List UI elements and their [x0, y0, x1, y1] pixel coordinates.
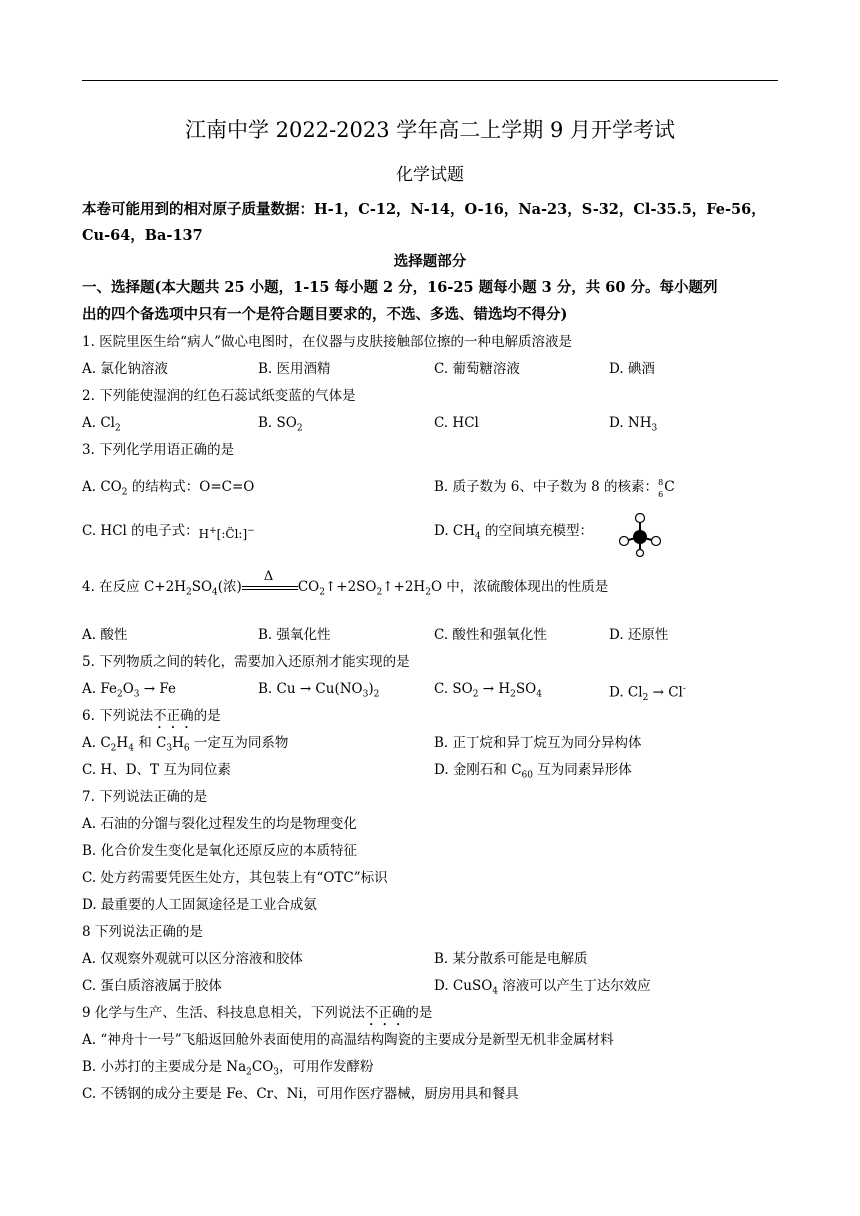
question-1-stem: 1. 医院里医生给“病人”做心电图时，在仪器与皮肤接触部位擦的一种电解质溶液是 [82, 334, 572, 350]
option-b: B. 正丁烷和异丁烷互为同分异构体 [434, 735, 642, 751]
option-a: A. $C_2H_4$ 和 $C_3H_6$ 一定互为同系物 [82, 735, 289, 754]
header-rule [82, 80, 778, 81]
option-b: B. $SO_2$ [258, 415, 303, 434]
option-a: A. $Cl_2$ [82, 415, 121, 434]
option-d: D. 金刚石和 $C_{60}$ 互为同素异形体 [434, 762, 632, 781]
atomic-masses-line1: 本卷可能用到的相对原子质量数据：H-1，C-12，N-14，O-16，Na-23，S-32，Cl-35.5，Fe-56， [82, 201, 766, 218]
option-a: A. $Fe_2O_3 \to Fe$ [82, 681, 177, 700]
option-c: C. H、D、T 互为同位素 [82, 762, 231, 778]
option-d: D. CuSO$_4$ 溶液可以产生丁达尔效应 [434, 978, 651, 997]
option-b: B. 医用酒精 [258, 361, 331, 377]
question-9-option-b: B. 小苏打的主要成分是 $Na_2CO_3$，可用作发酵粉 [82, 1059, 374, 1078]
option-b: B. 某分散系可能是电解质 [434, 951, 588, 967]
option-c: C. $SO_2 \to H_2SO_4$ [434, 681, 542, 700]
question-3-stem: 3. 下列化学用语正确的是 [82, 442, 235, 458]
atomic-masses-line2: Cu-64，Ba-137 [82, 227, 203, 244]
option-a: A. $CO_2$ 的结构式：O=C=O [82, 479, 255, 498]
question-9-stem: 9 化学与生产、生活、科技息息相关，下列说法不正确的是 [82, 1005, 433, 1021]
question-7-option-a: A. 石油的分馏与裂化过程发生的均是物理变化 [82, 816, 357, 832]
methane-model-icon [616, 513, 664, 557]
question-9-option-a: A. “神舟十一号”飞船返回舱外表面使用的高温结构陶瓷的主要成分是新型无机非金属材料 [82, 1032, 614, 1048]
option-a: A. 氯化钠溶液 [82, 361, 168, 377]
question-7-option-b: B. 化合价发生变化是氧化还原反应的本质特征 [82, 843, 358, 859]
question-9-option-c: C. 不锈钢的成分主要是 Fe、Cr、Ni，可用作医疗器械，厨房用具和餐具 [82, 1086, 519, 1102]
question-2-stem: 2. 下列能使湿润的红色石蕊试纸变蓝的气体是 [82, 388, 356, 404]
question-8-stem: 8 下列说法正确的是 [82, 924, 203, 940]
question-7-stem: 7. 下列说法正确的是 [82, 789, 208, 805]
option-c: C. 葡萄糖溶液 [434, 361, 520, 377]
instructions-line1: 一、选择题(本大题共 25 小题，1-15 每小题 2 分，16-25 题每小题 3 分，共 60 分。每小题列 [82, 279, 718, 296]
option-d: D. $CH_4$ 的空间填充模型： [434, 523, 594, 542]
option-b: B. 强氧化性 [258, 627, 331, 643]
question-7-option-d: D. 最重要的人工固氮途径是工业合成氨 [82, 897, 317, 913]
exam-title: 江南中学 2022-2023 学年高二上学期 9 月开学考试 [184, 118, 676, 142]
option-b: B. $Cu \to Cu(NO_3)_2$ [258, 681, 380, 700]
question-6-stem: 6. 下列说法不正确的是 [82, 708, 221, 724]
option-d: D. $Cl_2 \to Cl^-$ [609, 684, 686, 704]
option-d: D. 还原性 [609, 627, 669, 643]
question-7-option-c: C. 处方药需要凭医生处方，其包装上有“OTC”标识 [82, 870, 388, 886]
carbon-14-nuclide: 8 6 C [658, 478, 675, 499]
option-d: D. $NH_3$ [609, 415, 658, 434]
option-a: A. 仅观察外观就可以区分溶液和胶体 [82, 951, 303, 967]
exam-subtitle: 化学试题 [396, 165, 464, 185]
option-c: C. 蛋白质溶液属于胶体 [82, 978, 222, 994]
question-5-stem: 5. 下列物质之间的转化，需要加入还原剂才能实现的是 [82, 654, 410, 670]
question-4-stem: 4. 在反应 $C+2H_2SO_4$(浓) Δ $CO_2↑+2SO_2↑+2H_2O$ 中，浓硫酸体现出的性质是 [82, 568, 609, 598]
option-d: D. 碘酒 [609, 361, 655, 377]
option-c: C. HCl 的电子式： H+[:C̈l:]− [82, 523, 255, 541]
option-a: A. 酸性 [82, 627, 128, 643]
option-c: C. 酸性和强氧化性 [434, 627, 547, 643]
section-heading: 选择题部分 [393, 253, 467, 270]
option-c: C. HCl [434, 415, 479, 431]
heat-equals-sign: Δ [242, 580, 298, 596]
instructions-line2: 出的四个备选项中只有一个是符合题目要求的，不选、多选、错选均不得分) [82, 306, 568, 323]
option-b: B. 质子数为 6、中子数为 8 的核素： 8 6 C [434, 478, 675, 499]
